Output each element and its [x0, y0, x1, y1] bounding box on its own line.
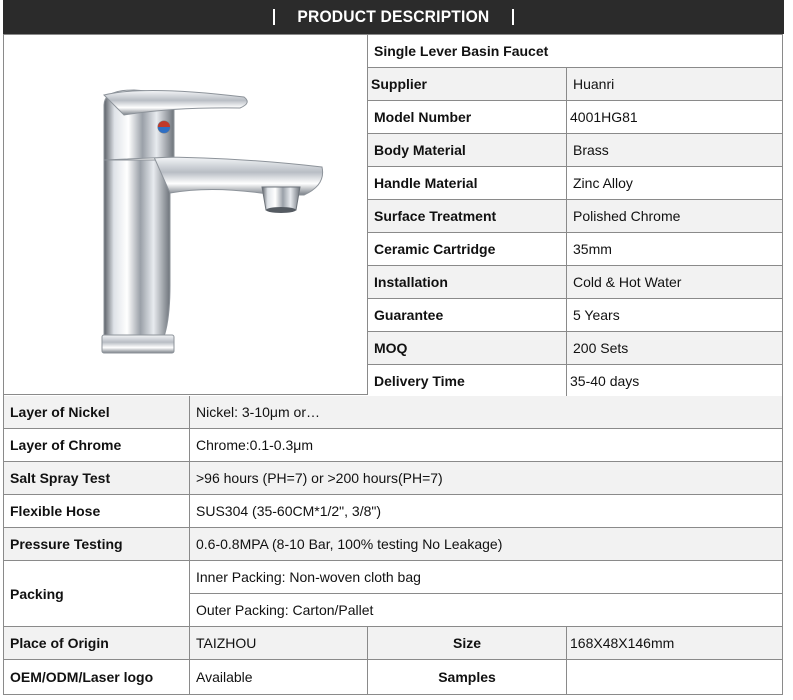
spec-value: Brass — [567, 134, 783, 167]
header-title: PRODUCT DESCRIPTION — [297, 7, 490, 26]
spec-label: Model Number — [368, 101, 567, 134]
product-name: Single Lever Basin Faucet — [368, 35, 783, 68]
samples-value — [567, 660, 783, 695]
spec-value: 200 Sets — [567, 332, 783, 365]
header-divider-left — [273, 9, 275, 25]
packing-label: Packing — [4, 561, 190, 627]
detail-value: 0.6-0.8MPA (8-10 Bar, 100% testing No Leakage) — [190, 528, 783, 561]
oem-label: OEM/ODM/Laser logo — [4, 660, 190, 695]
spec-value: Zinc Alloy — [567, 167, 783, 200]
origin-value: TAIZHOU — [190, 627, 368, 660]
detail-value: >96 hours (PH=7) or >200 hours(PH=7) — [190, 462, 783, 495]
spec-label: Surface Treatment — [368, 200, 567, 233]
spec-value: Huanri — [567, 68, 783, 101]
spec-label: Delivery Time — [368, 365, 567, 398]
spec-label: Ceramic Cartridge — [368, 233, 567, 266]
basin-faucet-icon — [4, 35, 366, 393]
detail-label: Layer of Nickel — [4, 396, 190, 429]
origin-label: Place of Origin — [4, 627, 190, 660]
spec-value: 35-40 days — [567, 365, 783, 398]
detail-label: Pressure Testing — [4, 528, 190, 561]
spec-label: Body Material — [368, 134, 567, 167]
spec-value: Polished Chrome — [567, 200, 783, 233]
header-divider-right — [512, 9, 514, 25]
product-description-header — [3, 0, 784, 34]
oem-value: Available — [190, 660, 368, 695]
detail-label: Salt Spray Test — [4, 462, 190, 495]
size-label: Size — [368, 627, 567, 660]
detail-value: Nickel: 3-10μm or… — [190, 396, 783, 429]
spec-label: Supplier — [368, 68, 567, 101]
packing-inner: Inner Packing: Non-woven cloth bag — [190, 561, 783, 594]
detail-label: Flexible Hose — [4, 495, 190, 528]
product-image — [4, 35, 368, 395]
size-value: 168X48X146mm — [567, 627, 783, 660]
spec-value: 35mm — [567, 233, 783, 266]
spec-label: Installation — [368, 266, 567, 299]
packing-outer: Outer Packing: Carton/Pallet — [190, 594, 783, 627]
detail-label: Layer of Chrome — [4, 429, 190, 462]
spec-label: Guarantee — [368, 299, 567, 332]
detail-value: SUS304 (35-60CM*1/2", 3/8") — [190, 495, 783, 528]
spec-label: Handle Material — [368, 167, 567, 200]
samples-label: Samples — [368, 660, 567, 695]
spec-value: Cold & Hot Water — [567, 266, 783, 299]
detail-value: Chrome:0.1-0.3μm — [190, 429, 783, 462]
spec-label: MOQ — [368, 332, 567, 365]
spec-value: 5 Years — [567, 299, 783, 332]
spec-value: 4001HG81 — [567, 101, 783, 134]
